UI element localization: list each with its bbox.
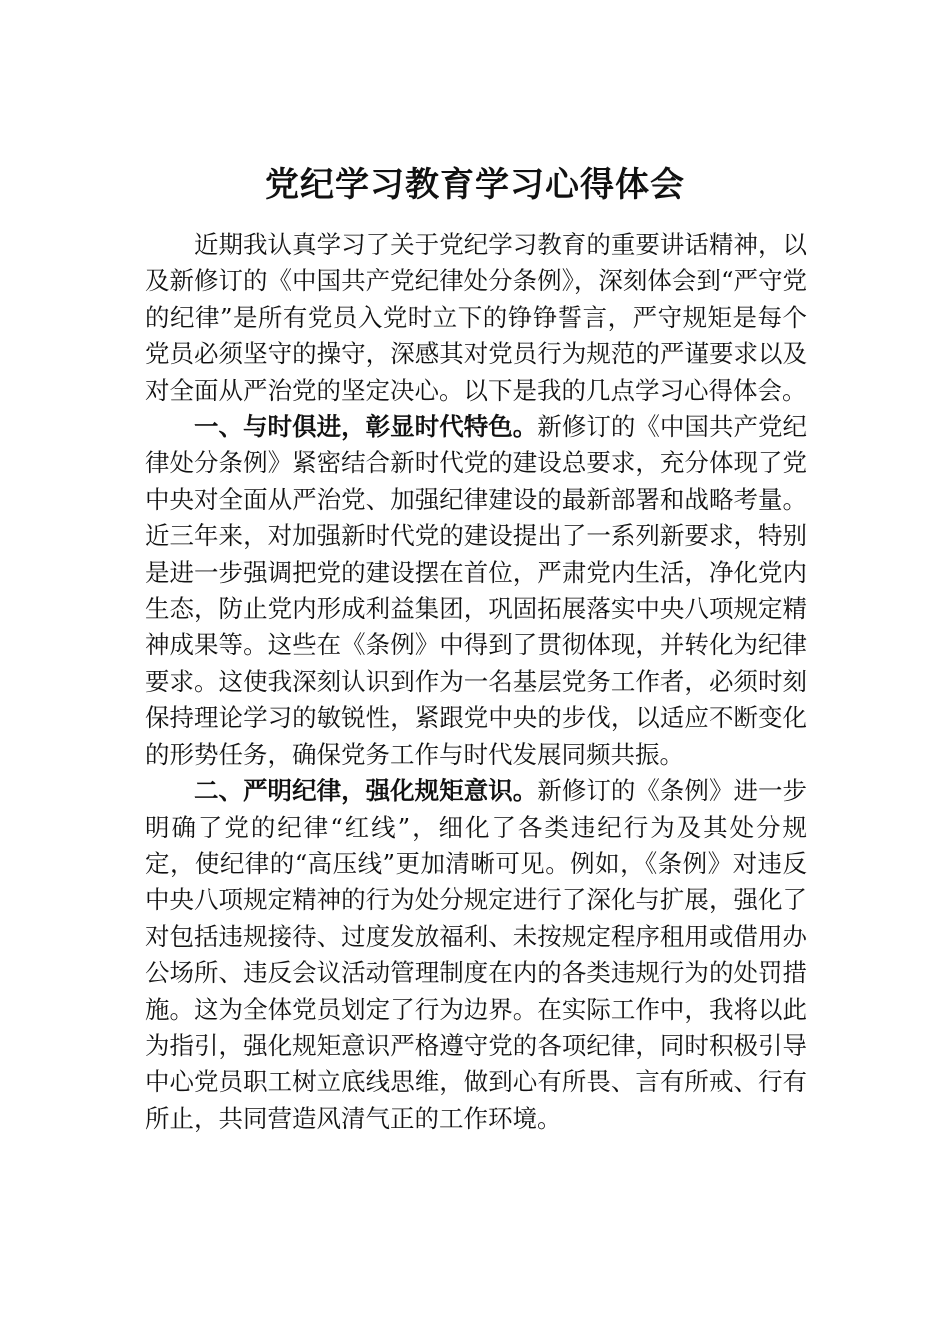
- document-body: [145, 227, 807, 1137]
- paragraph-section-2: [145, 773, 807, 1137]
- section-heading: 二、严明纪律，强化规矩意识。: [194, 776, 538, 806]
- paragraph-text: 新修订的《条例》进一步明确了党的纪律“红线”，细化了各类违纪行为及其处分规定，使纪律的“高压线”更加清晰可见。例如，《条例》对违反中央八项规定精神的行为处分规定进行了深化与扩展，强化了对包括违规接待、过度发放福利、未按规定程序租用或借用办公场所、违反会议活动管理制度在内的各类违规行为的处罚措施。这为全体党员划定了行为边界。在实际工作中，我将以此为指引，强化规矩意识严格遵守党的各项纪律，同时积极引导中心党员职工树立底线思维，做到心有所畏、言有所戒、行有所止，共同营造风清气正的工作环境。: [145, 776, 808, 1133]
- paragraph-text: 新修订的《中国共产党纪律处分条例》紧密结合新时代党的建设总要求，充分体现了党中央对全面从严治党、加强纪律建设的最新部署和战略考量。近三年来，对加强新时代党的建设提出了一系列新要求，特别是进一步强调把党的建设摆在首位，严肃党内生活，净化党内生态，防止党内形成利益集团，巩固拓展落实中央八项规定精神成果等。这些在《条例》中得到了贯彻体现，并转化为纪律要求。这使我深刻认识到作为一名基层党务工作者，必须时刻保持理论学习的敏锐性，紧跟党中央的步伐，以适应不断变化的形势任务，确保党务工作与时代发展同频共振。: [145, 412, 808, 769]
- paragraph-intro: [145, 227, 807, 409]
- section-heading: 一、与时俱进，彰显时代特色。: [194, 412, 538, 442]
- paragraph-text: 近期我认真学习了关于党纪学习教育的重要讲话精神，以及新修订的《中国共产党纪律处分条例》，深刻体会到“严守党的纪律”是所有党员入党时立下的铮铮誓言，严守规矩是每个党员必须坚守的操守，深感其对党员行为规范的严谨要求以及对全面从严治党的坚定决心。以下是我的几点学习心得体会。: [145, 230, 807, 405]
- paragraph-section-1: [145, 409, 807, 773]
- document-title: 党纪学习教育学习心得体会: [265, 165, 685, 205]
